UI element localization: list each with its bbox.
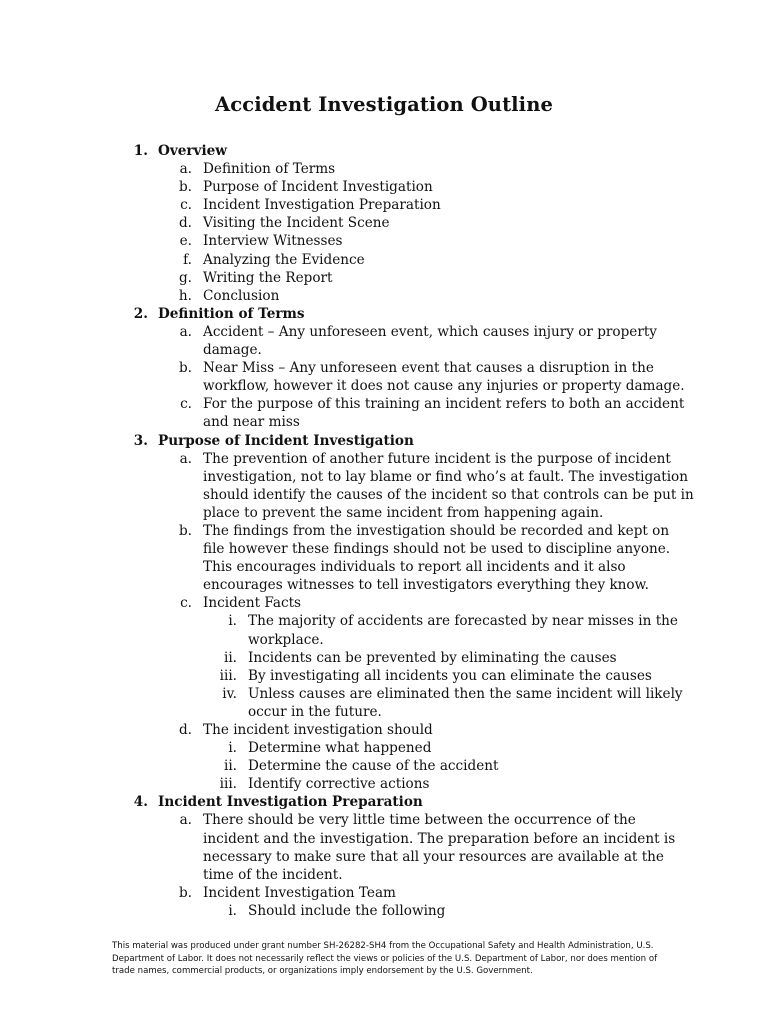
outline-item-level-1 — [0, 432, 768, 450]
outline-item-text: Incident Investigation Preparation — [158, 794, 423, 811]
outline-item-text: necessary to make sure that all your resources are available at the — [203, 848, 664, 865]
outline-item-text: Accident – Any unforeseen event, which causes injury or property — [203, 323, 657, 340]
footer-line: Department of Labor. It does not necessarily reflect the views or policies of the U.S. Department of Labor, nor does mention of — [112, 953, 658, 964]
outline-item-level-3 — [0, 757, 768, 775]
footer-line: This material was produced under grant number SH-26282-SH4 from the Occupational Safety and Health Administration, U.S. — [112, 941, 654, 951]
outline-item-marker: c. — [180, 197, 192, 214]
outline-item-marker: b. — [178, 179, 192, 196]
outline-item-text: The incident investigation should — [203, 722, 433, 738]
outline-item-text: The majority of accidents are forecasted by near misses in the — [248, 613, 678, 630]
grant-disclaimer-footer — [112, 940, 657, 978]
outline-item-level-3 — [0, 612, 768, 630]
outline-item-marker: iii. — [219, 776, 237, 793]
outline-item-level-2 — [0, 884, 768, 902]
outline-item-text: place to prevent the same incident from happening again. — [203, 504, 604, 521]
outline-item-marker: f. — [183, 251, 192, 268]
outline-item-marker: a. — [179, 161, 192, 178]
outline-item-text: Overview — [158, 143, 227, 159]
outline-item-level-2 — [0, 251, 768, 269]
outline-item-text: For the purpose of this training an incident refers to both an accident — [203, 396, 685, 413]
outline-item-level-2 — [0, 413, 768, 431]
outline-item-marker: b. — [178, 360, 192, 377]
outline-item-marker: ii. — [223, 758, 237, 775]
outline-item-marker: 1. — [133, 143, 148, 159]
outline-item-text: should identify the causes of the incident so that controls can be put in — [203, 486, 694, 503]
outline-item-level-2 — [0, 178, 768, 196]
outline-item-text: workplace. — [248, 631, 324, 648]
outline-item-marker: c. — [180, 396, 192, 413]
outline-item-text: Determine what happened — [248, 740, 432, 757]
outline-item-text: Definition of Terms — [203, 161, 336, 178]
outline-item-marker: b. — [178, 884, 192, 901]
outline-item-level-2 — [0, 323, 768, 341]
outline-item-text: Near Miss – Any unforeseen event that causes a disruption in the — [203, 360, 654, 377]
outline-item-text: incident and the investigation. The preparation before an incident is — [203, 830, 676, 847]
outline-item-text: time of the incident. — [203, 866, 343, 883]
outline-item-level-2 — [0, 395, 768, 413]
outline-item-marker: i. — [228, 740, 237, 757]
outline-item-level-3 — [0, 902, 768, 920]
outline-item-text: Identify corrective actions — [248, 776, 430, 793]
outline-item-level-2 — [0, 232, 768, 250]
outline-item-marker: 4. — [133, 794, 148, 811]
outline-item-level-2 — [0, 377, 768, 395]
outline-item-text: Incident Investigation Team — [203, 884, 396, 901]
outline-item-marker: e. — [179, 233, 192, 250]
outline-item-marker: 2. — [133, 305, 148, 322]
outline-item-level-2 — [0, 866, 768, 884]
outline-item-text: Interview Witnesses — [203, 233, 343, 250]
outline-item-text: This encourages individuals to report all incidents and it also — [203, 559, 626, 576]
outline-item-level-2 — [0, 811, 768, 829]
outline-item-level-3 — [0, 649, 768, 667]
outline-item-marker: ii. — [223, 649, 237, 666]
outline-item-text: The findings from the investigation should be recorded and kept on — [203, 522, 670, 539]
outline-item-level-2 — [0, 196, 768, 214]
outline-item-level-2 — [0, 504, 768, 522]
outline-item-text: damage. — [203, 342, 262, 359]
outline-item-marker: a. — [179, 812, 192, 829]
outline-item-level-2 — [0, 721, 768, 739]
outline-item-marker: 3. — [133, 432, 148, 449]
outline-item-text: encourages witnesses to tell investigators everything they know. — [203, 577, 649, 594]
outline-item-level-2 — [0, 341, 768, 359]
outline-item-level-3 — [0, 739, 768, 757]
outline-item-level-2 — [0, 450, 768, 468]
outline-item-marker: a. — [179, 323, 192, 340]
outline-item-marker: g. — [178, 269, 192, 286]
outline-item-text: file however these findings should not be used to discipline anyone. — [203, 541, 671, 558]
outline-item-marker: iv. — [222, 685, 237, 702]
outline-item-text: Incident Investigation Preparation — [203, 197, 441, 214]
outline-item-level-1 — [0, 305, 768, 323]
outline-item-level-2 — [0, 287, 768, 305]
outline-item-level-2 — [0, 214, 768, 232]
outline-item-text: The prevention of another future incident is the purpose of incident — [203, 450, 671, 467]
outline-item-level-3 — [0, 667, 768, 685]
outline-item-marker: d. — [178, 722, 192, 738]
outline-item-level-3 — [0, 631, 768, 649]
outline-item-text: workflow, however it does not cause any injuries or property damage. — [203, 378, 685, 395]
outline-item-level-2 — [0, 848, 768, 866]
outline-item-level-3 — [0, 775, 768, 793]
outline-item-level-2 — [0, 594, 768, 612]
outline-item-marker: a. — [179, 450, 192, 467]
outline-item-text: Should include the following — [248, 902, 446, 919]
outline-item-marker: i. — [228, 613, 237, 630]
outline-item-level-2 — [0, 486, 768, 504]
outline-item-text: Analyzing the Evidence — [203, 251, 365, 268]
outline-item-level-1 — [0, 793, 768, 811]
outline-item-text: Purpose of Incident Investigation — [203, 179, 433, 196]
outline-item-text: Incident Facts — [203, 595, 302, 612]
outline-item-text: Definition of Terms — [158, 305, 305, 322]
outline-item-text: Conclusion — [203, 287, 280, 304]
outline-item-level-2 — [0, 269, 768, 287]
outline-item-marker: i. — [228, 902, 237, 919]
outline-item-text: and near miss — [203, 414, 300, 431]
outline-item-level-3 — [0, 703, 768, 721]
outline-item-level-2 — [0, 540, 768, 558]
outline-item-marker: b. — [178, 522, 192, 539]
outline-item-marker: iii. — [219, 667, 237, 684]
outline-item-text: Determine the cause of the accident — [248, 758, 499, 775]
outline-item-text: There should be very little time between the occurrence of the — [203, 812, 636, 829]
outline-item-marker: h. — [178, 287, 192, 304]
outline-item-level-2 — [0, 558, 768, 576]
outline-item-level-2 — [0, 830, 768, 848]
outline-item-text: Incidents can be prevented by eliminating the causes — [248, 649, 617, 666]
outline-item-text: occur in the future. — [248, 703, 382, 720]
document-title: Accident Investigation Outline — [215, 93, 553, 116]
outline-item-level-2 — [0, 160, 768, 178]
outline-item-marker: c. — [180, 595, 192, 612]
outline-item-level-2 — [0, 522, 768, 540]
footer-line: trade names, commercial products, or organizations imply endorsement by the U.S. Government. — [112, 966, 533, 977]
outline-item-level-2 — [0, 576, 768, 594]
outline-item-text: Writing the Report — [203, 269, 333, 286]
outline-item-text: Purpose of Incident Investigation — [158, 432, 414, 449]
outline-list — [0, 142, 768, 920]
outline-item-level-2 — [0, 359, 768, 377]
outline-item-text: investigation, not to lay blame or find who’s at fault. The investigation — [203, 468, 688, 485]
outline-item-level-3 — [0, 685, 768, 703]
outline-item-level-2 — [0, 468, 768, 486]
outline-item-level-1 — [0, 142, 768, 160]
outline-item-text: Unless causes are eliminated then the same incident will likely — [248, 685, 683, 702]
outline-item-text: Visiting the Incident Scene — [203, 215, 390, 232]
outline-item-text: By investigating all incidents you can eliminate the causes — [248, 667, 652, 684]
outline-item-marker: d. — [178, 215, 192, 232]
